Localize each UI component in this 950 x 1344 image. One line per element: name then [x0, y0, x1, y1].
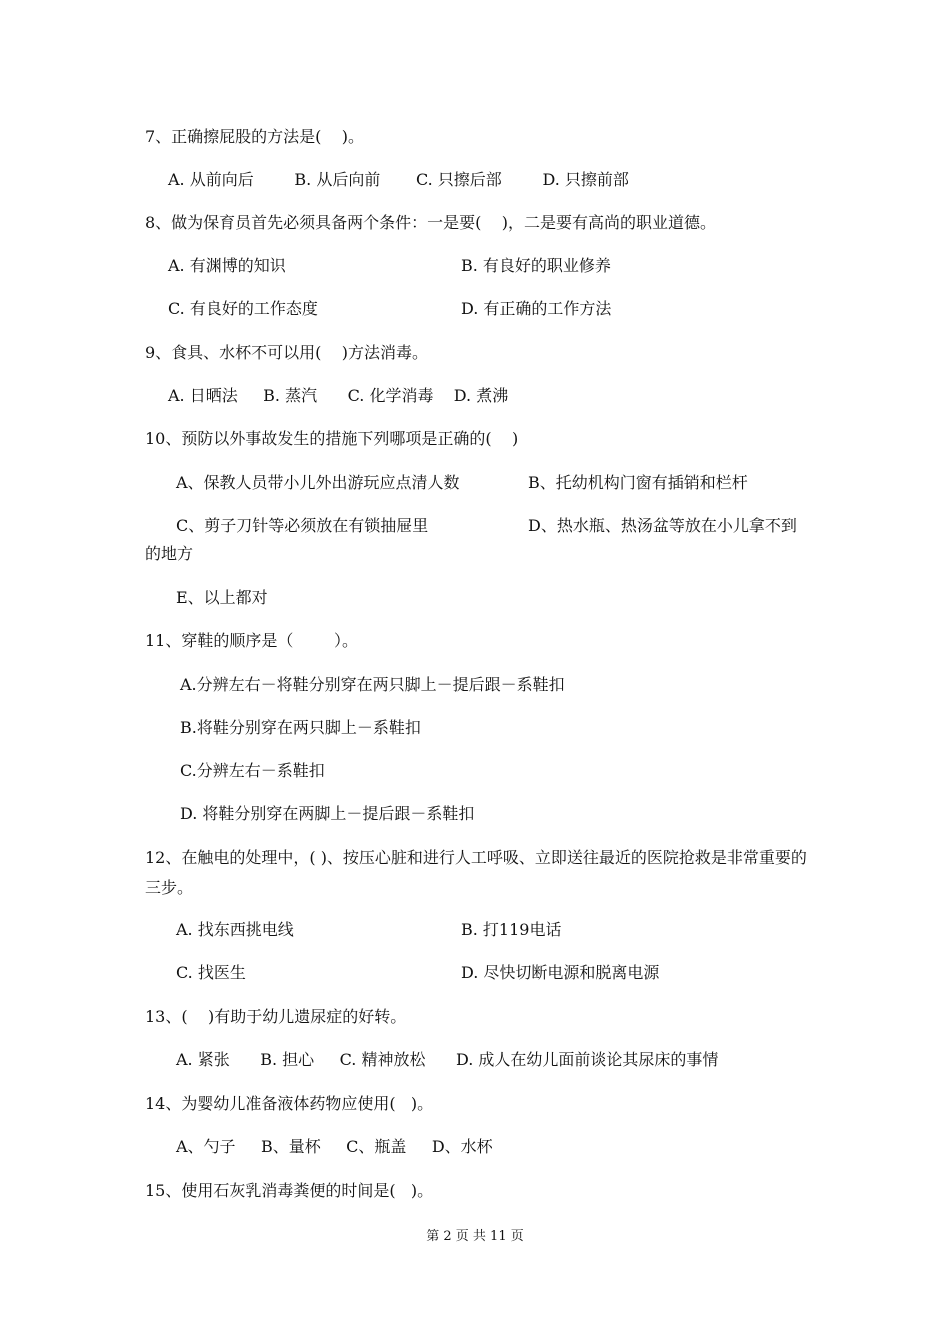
q11-option-c: C.分辨左右－系鞋扣: [180, 761, 325, 780]
q10-option-c: C、剪子刀针等必须放在有锁抽屉里: [176, 516, 429, 535]
q14-options: A、勺子 B、量杯 C、瓶盖 D、水杯: [176, 1137, 493, 1156]
q11-option-b: B.将鞋分别穿在两只脚上－系鞋扣: [180, 718, 421, 737]
q14-stem: 14、为婴幼儿准备液体药物应使用( )。: [145, 1094, 434, 1113]
q12-option-b: B. 打119电话: [461, 920, 562, 939]
q7-stem: 7、正确擦屁股的方法是( )。: [145, 127, 365, 146]
q15-stem: 15、使用石灰乳消毒粪便的时间是( )。: [145, 1181, 434, 1200]
q12-option-a: A. 找东西挑电线: [176, 920, 294, 939]
q10-option-a: A、保教人员带小儿外出游玩应点清人数: [176, 473, 460, 492]
q7-options: A. 从前向后 B. 从后向前 C. 只擦后部 D. 只擦前部: [168, 170, 629, 189]
q13-options: A. 紧张 B. 担心 C. 精神放松 D. 成人在幼儿面前谈论其尿床的事情: [176, 1050, 719, 1069]
q8-option-c: C. 有良好的工作态度: [168, 299, 318, 318]
q12-option-c: C. 找医生: [176, 963, 246, 982]
q9-stem: 9、食具、水杯不可以用( )方法消毒。: [145, 343, 429, 362]
q12-option-d: D. 尽快切断电源和脱离电源: [461, 963, 660, 982]
q11-option-d: D. 将鞋分别穿在两脚上－提后跟－系鞋扣: [180, 804, 475, 823]
page-footer: 第 2 页 共 11 页: [426, 1229, 524, 1244]
q8-option-b: B. 有良好的职业修养: [461, 256, 611, 275]
q10-option-d: D、热水瓶、热汤盆等放在小儿拿不到: [528, 516, 797, 535]
q10-option-e: E、以上都对: [176, 588, 268, 607]
q12-stem: 12、在触电的处理中，( )、按压心脏和进行人工呼吸、立即送往最近的医院抢救是非常重要的三步。: [145, 848, 807, 897]
q8-stem: 8、做为保育员首先必须具备两个条件：一是要( )，二是要有高尚的职业道德。: [145, 213, 717, 232]
q10-option-d-continued: 的地方: [145, 544, 194, 563]
q10-stem: 10、预防以外事故发生的措施下列哪项是正确的( ): [145, 429, 519, 448]
q11-stem: 11、穿鞋的顺序是（ ）。: [145, 631, 359, 650]
q11-option-a: A.分辨左右－将鞋分别穿在两只脚上－提后跟－系鞋扣: [180, 675, 565, 694]
q8-option-a: A. 有渊博的知识: [168, 256, 286, 275]
q9-options: A. 日晒法 B. 蒸汽 C. 化学消毒 D. 煮沸: [168, 386, 509, 405]
q10-option-b: B、托幼机构门窗有插销和栏杆: [528, 473, 748, 492]
q8-option-d: D. 有正确的工作方法: [461, 299, 612, 318]
q13-stem: 13、( )有助于幼儿遗尿症的好转。: [145, 1007, 407, 1026]
